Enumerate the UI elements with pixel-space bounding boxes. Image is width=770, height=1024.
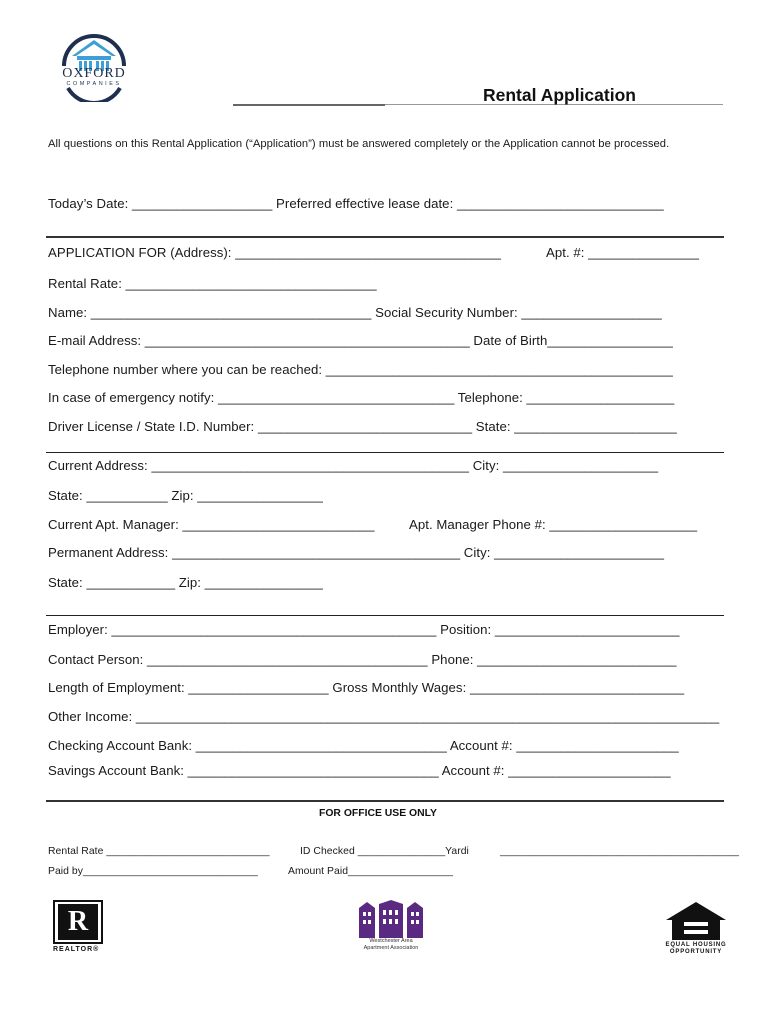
apt-manager-phone-field[interactable]: Apt. Manager Phone #: ____________________ [409, 517, 698, 532]
emergency-field[interactable]: In case of emergency notify: ________________________________ Telephone: ____________________ [48, 390, 675, 405]
equal-housing-icon [662, 900, 730, 940]
checking-field[interactable]: Checking Account Bank: __________________________________ Account #: ______________________ [48, 738, 679, 753]
employer-field[interactable]: Employer: ____________________________________________ Position: _________________________ [48, 622, 680, 637]
page-title: Rental Application [483, 85, 636, 105]
buildings-icon [355, 900, 427, 938]
contact-field[interactable]: Contact Person: ______________________________________ Phone: ___________________________ [48, 652, 677, 667]
eho-text-1: EQUAL HOUSING [665, 942, 727, 948]
oxford-logo [52, 26, 136, 102]
logo-brand: OXFORD [62, 66, 126, 81]
association-text-2: Apartment Association [363, 945, 419, 951]
realtor-logo [53, 900, 111, 956]
office-divider [46, 800, 724, 802]
association-logo [355, 900, 427, 956]
office-heading: FOR OFFICE USE ONLY [319, 808, 437, 819]
title-rule-left [233, 104, 385, 106]
savings-field[interactable]: Savings Account Bank: __________________________________ Account #: ______________________ [48, 763, 671, 778]
intro-text: All questions on this Rental Application (“Application”) must be answered completely or the Application cannot be processed. [48, 138, 670, 150]
application-address-field[interactable]: APPLICATION FOR (Address): ____________________________________ [48, 245, 502, 260]
state-zip-2-field[interactable]: State: ____________ Zip: ________________ [48, 575, 323, 590]
permanent-address-field[interactable]: Permanent Address: _______________________________________ City: _______________________ [48, 545, 664, 560]
other-income-field[interactable]: Other Income: _______________________________________________________________________________ [48, 709, 720, 724]
association-text-1: Westchester Area [369, 938, 413, 944]
eho-text-2: OPPORTUNITY [669, 949, 723, 955]
realtor-r-icon: R [53, 900, 103, 944]
apt-manager-field[interactable]: Current Apt. Manager: __________________________ [48, 517, 375, 532]
office-id-checked[interactable]: ID Checked _______________Yardi [300, 846, 469, 857]
office-rental-rate[interactable]: Rental Rate ____________________________ [48, 846, 270, 857]
logo-sub: COMPANIES [66, 81, 122, 87]
office-amount-paid[interactable]: Amount Paid__________________ [288, 866, 453, 877]
email-dob-field[interactable]: E-mail Address: ____________________________________________ Date of Birth_________________ [48, 333, 673, 348]
equal-housing-logo [662, 900, 730, 958]
application-apt-field[interactable]: Apt. #: _______________ [546, 245, 699, 260]
dates-line[interactable]: Today’s Date: ___________________ Preferred effective lease date: ____________________________ [48, 196, 664, 211]
telephone-field[interactable]: Telephone number where you can be reached: _______________________________________________ [48, 362, 673, 377]
state-zip-field[interactable]: State: ___________ Zip: _________________ [48, 488, 323, 503]
current-address-field[interactable]: Current Address: ___________________________________________ City: _____________________ [48, 458, 659, 473]
office-paid-by[interactable]: Paid by______________________________ [48, 866, 258, 877]
section-divider-1 [46, 236, 724, 238]
name-ssn-field[interactable]: Name: ______________________________________ Social Security Number: ___________________ [48, 305, 662, 320]
length-wages-field[interactable]: Length of Employment: ___________________ Gross Monthly Wages: _____________________________ [48, 680, 685, 695]
rental-rate-field[interactable]: Rental Rate: __________________________________ [48, 276, 377, 291]
license-field[interactable]: Driver License / State I.D. Number: _____________________________ State: ______________________ [48, 419, 677, 434]
realtor-text: REALTOR® [53, 946, 100, 953]
section-divider-2 [46, 452, 724, 453]
office-yardi-line[interactable]: _________________________________________ [500, 846, 739, 857]
section-divider-3 [46, 615, 724, 616]
